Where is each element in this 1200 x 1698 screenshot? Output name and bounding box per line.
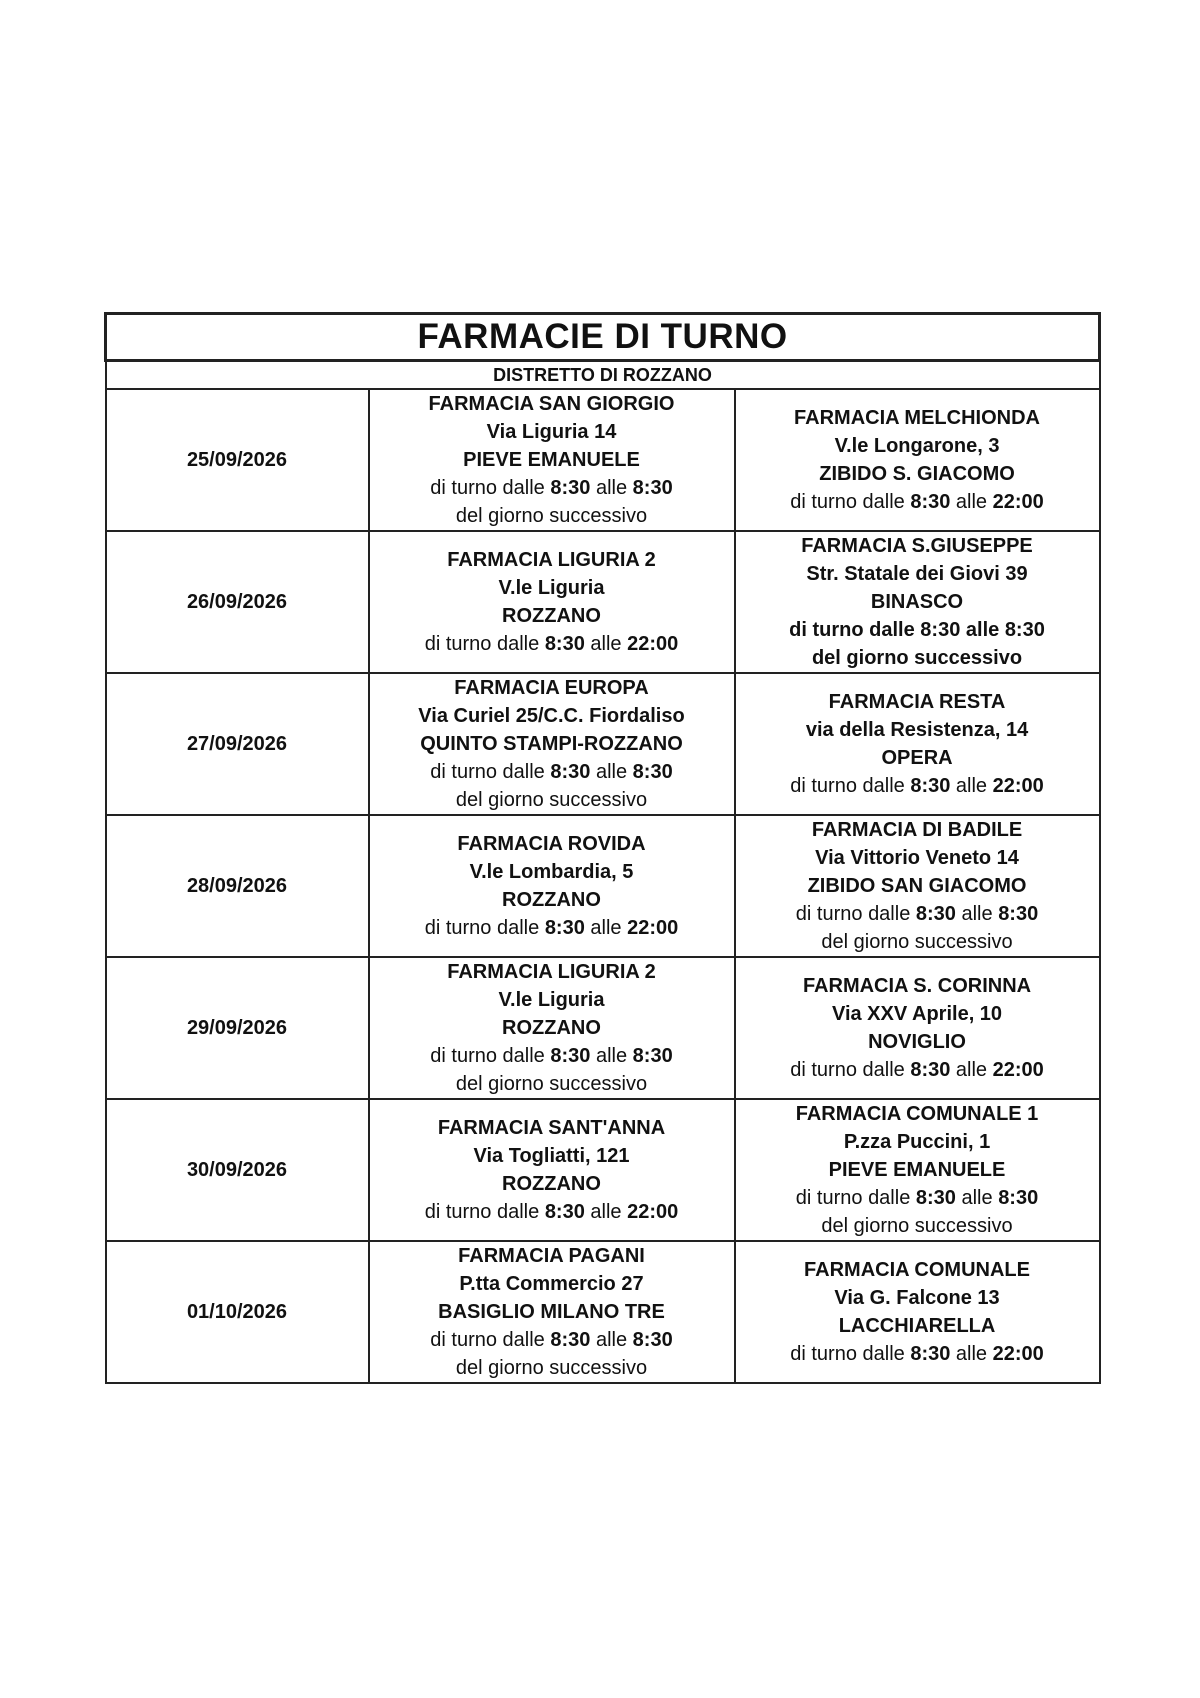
hours-mid: alle xyxy=(955,491,988,513)
hours-mid: alle xyxy=(590,633,622,655)
hours-prefix: di turno dalle xyxy=(795,1187,911,1209)
hours-to: 22:00 xyxy=(627,917,679,939)
pharmacy-town: ZIBIDO SAN GIACOMO xyxy=(807,875,1027,897)
hours-mid: alle xyxy=(595,1329,628,1351)
duty-hours xyxy=(736,772,1099,800)
pharmacy-address: via della Resistenza, 14 xyxy=(805,719,1029,741)
district-row xyxy=(106,361,1100,390)
hours-to: 22:00 xyxy=(992,491,1044,513)
pharmacy-name: FARMACIA DI BADILE xyxy=(811,819,1023,841)
hours-from: 8:30 xyxy=(544,1201,585,1223)
hours-to: 8:30 xyxy=(632,761,673,783)
pharmacy-address: Via XXV Aprile, 10 xyxy=(831,1003,1003,1025)
hours-from: 8:30 xyxy=(550,1329,591,1351)
duty-hours xyxy=(370,914,734,942)
pharmacy-town: ROZZANO xyxy=(502,1017,601,1039)
pharmacy-address: P.tta Commercio 27 xyxy=(459,1273,644,1295)
district-name: DISTRETTO DI ROZZANO xyxy=(106,361,1100,390)
pharmacy-address: Via Vittorio Veneto 14 xyxy=(815,847,1019,869)
pharmacy-name: FARMACIA EUROPA xyxy=(454,677,649,699)
duty-hours xyxy=(370,474,734,502)
hours-mid: alle xyxy=(595,761,628,783)
pharmacy-cell xyxy=(735,1241,1100,1383)
pharmacy-address: V.le Longarone, 3 xyxy=(834,435,1000,457)
pharmacy-name: FARMACIA MELCHIONDA xyxy=(794,407,1040,429)
duty-hours xyxy=(736,900,1099,928)
duty-hours xyxy=(370,1042,734,1070)
hours-prefix: di turno dalle xyxy=(789,619,915,641)
hours-from: 8:30 xyxy=(550,477,591,499)
hours-mid: alle xyxy=(961,1187,993,1209)
date-cell: 29/09/2026 xyxy=(106,957,369,1099)
pharmacy-cell xyxy=(369,389,735,531)
pharmacy-name: FARMACIA SAN GIORGIO xyxy=(428,393,675,415)
pharmacy-cell xyxy=(369,1241,735,1383)
pharmacy-town: QUINTO STAMPI-ROZZANO xyxy=(420,733,683,755)
document-title: FARMACIE DI TURNO xyxy=(106,314,1100,361)
hours-to: 8:30 xyxy=(632,477,673,499)
pharmacy-town: NOVIGLIO xyxy=(868,1031,966,1053)
pharmacy-cell xyxy=(735,1099,1100,1241)
pharmacy-cell xyxy=(369,531,735,673)
hours-from: 8:30 xyxy=(910,775,951,797)
pharmacy-address: V.le Lombardia, 5 xyxy=(469,861,634,883)
hours-prefix: di turno dalle xyxy=(790,491,905,513)
duty-hours xyxy=(736,1056,1099,1084)
pharmacy-address: P.zza Puccini, 1 xyxy=(843,1131,991,1153)
hours-to: 8:30 xyxy=(632,1045,673,1067)
hours-from: 8:30 xyxy=(910,491,951,513)
pharmacy-cell xyxy=(369,673,735,815)
pharmacy-town: LACCHIARELLA xyxy=(838,1315,996,1337)
hours-from: 8:30 xyxy=(550,761,591,783)
pharmacy-name: FARMACIA RESTA xyxy=(828,691,1006,713)
hours-suffix: del giorno successivo xyxy=(455,1073,648,1095)
hours-mid: alle xyxy=(590,917,622,939)
date-cell: 01/10/2026 xyxy=(106,1241,369,1383)
date-cell: 25/09/2026 xyxy=(106,389,369,531)
hours-mid: alle xyxy=(595,1045,628,1067)
pharmacy-cell xyxy=(735,389,1100,531)
pharmacy-address: Via Liguria 14 xyxy=(486,421,617,443)
pharmacy-address: V.le Liguria xyxy=(498,577,605,599)
pharmacy-name: FARMACIA COMUNALE xyxy=(804,1259,1030,1281)
hours-prefix: di turno dalle xyxy=(795,903,911,925)
hours-prefix: di turno dalle xyxy=(430,477,545,499)
pharmacy-cell xyxy=(735,531,1100,673)
hours-mid: alle xyxy=(955,1059,988,1081)
duty-hours xyxy=(736,488,1099,516)
hours-to: 8:30 xyxy=(1004,619,1045,641)
schedule-row xyxy=(106,1099,1100,1241)
hours-prefix: di turno dalle xyxy=(790,1343,905,1365)
hours-to: 8:30 xyxy=(998,903,1039,925)
hours-from: 8:30 xyxy=(544,633,585,655)
date-cell: 28/09/2026 xyxy=(106,815,369,957)
pharmacy-cell xyxy=(369,815,735,957)
pharmacy-name: FARMACIA SANT'ANNA xyxy=(437,1117,666,1139)
hours-suffix: del giorno successivo xyxy=(455,505,648,527)
schedule-row xyxy=(106,531,1100,673)
pharmacy-name: FARMACIA ROVIDA xyxy=(457,833,646,855)
pharmacy-address: Via Curiel 25/C.C. Fiordaliso xyxy=(418,705,685,727)
hours-prefix: di turno dalle xyxy=(790,1059,905,1081)
title-row xyxy=(106,314,1100,361)
pharmacy-address: Via G. Falcone 13 xyxy=(834,1287,1000,1309)
pharmacy-name: FARMACIA LIGURIA 2 xyxy=(447,549,656,571)
date-cell: 27/09/2026 xyxy=(106,673,369,815)
hours-prefix: di turno dalle xyxy=(430,1329,545,1351)
pharmacy-name: FARMACIA LIGURIA 2 xyxy=(447,961,656,983)
hours-suffix: del giorno successivo xyxy=(821,931,1013,953)
hours-to: 22:00 xyxy=(627,633,679,655)
pharmacy-address: Via Togliatti, 121 xyxy=(473,1145,630,1167)
date-cell: 30/09/2026 xyxy=(106,1099,369,1241)
pharmacy-name: FARMACIA S.GIUSEPPE xyxy=(801,535,1033,557)
hours-mid: alle xyxy=(595,477,628,499)
pharmacy-cell xyxy=(369,1099,735,1241)
pharmacy-name: FARMACIA COMUNALE 1 xyxy=(795,1103,1039,1125)
hours-to: 22:00 xyxy=(992,1343,1044,1365)
hours-suffix: del giorno successivo xyxy=(455,1357,648,1379)
hours-prefix: di turno dalle xyxy=(430,1045,545,1067)
hours-from: 8:30 xyxy=(915,903,956,925)
hours-mid: alle xyxy=(590,1201,622,1223)
duty-hours xyxy=(370,630,734,658)
hours-prefix: di turno dalle xyxy=(430,761,545,783)
pharmacy-name: FARMACIA PAGANI xyxy=(458,1245,645,1267)
hours-prefix: di turno dalle xyxy=(424,917,540,939)
duty-hours xyxy=(736,1184,1099,1212)
hours-mid: alle xyxy=(955,775,988,797)
duty-hours xyxy=(736,616,1099,644)
hours-from: 8:30 xyxy=(550,1045,591,1067)
hours-to: 22:00 xyxy=(992,1059,1044,1081)
hours-from: 8:30 xyxy=(544,917,585,939)
duty-hours xyxy=(370,1326,734,1354)
hours-mid: alle xyxy=(955,1343,988,1365)
schedule-row xyxy=(106,389,1100,531)
hours-prefix: di turno dalle xyxy=(790,775,905,797)
hours-from: 8:30 xyxy=(910,1059,951,1081)
hours-to: 8:30 xyxy=(632,1329,673,1351)
pharmacy-town: ROZZANO xyxy=(502,1173,601,1195)
pharmacy-address: V.le Liguria xyxy=(498,989,605,1011)
hours-prefix: di turno dalle xyxy=(424,633,540,655)
pharmacy-cell xyxy=(735,673,1100,815)
pharmacy-town: ZIBIDO S. GIACOMO xyxy=(819,463,1015,485)
pharmacy-name: FARMACIA S. CORINNA xyxy=(802,975,1032,997)
pharmacy-cell xyxy=(369,957,735,1099)
pharmacy-address: Str. Statale dei Giovi 39 xyxy=(806,563,1028,585)
hours-suffix: del giorno successivo xyxy=(455,789,648,811)
pharmacy-town: BASIGLIO MILANO TRE xyxy=(438,1301,665,1323)
pharmacy-cell xyxy=(735,815,1100,957)
hours-to: 22:00 xyxy=(627,1201,679,1223)
hours-mid: alle xyxy=(961,903,993,925)
pharmacy-town: ROZZANO xyxy=(502,889,601,911)
pharmacy-town: ROZZANO xyxy=(502,605,601,627)
duty-hours xyxy=(370,758,734,786)
schedule-body xyxy=(106,314,1100,1384)
schedule-row xyxy=(106,1241,1100,1383)
schedule-row xyxy=(106,815,1100,957)
hours-from: 8:30 xyxy=(910,1343,951,1365)
duty-hours xyxy=(736,1340,1099,1368)
hours-from: 8:30 xyxy=(915,1187,956,1209)
hours-prefix: di turno dalle xyxy=(424,1201,540,1223)
hours-suffix: del giorno successivo xyxy=(821,1215,1013,1237)
pharmacy-town: PIEVE EMANUELE xyxy=(828,1159,1006,1181)
schedule-row xyxy=(106,957,1100,1099)
hours-to: 22:00 xyxy=(992,775,1044,797)
hours-from: 8:30 xyxy=(920,619,961,641)
hours-mid: alle xyxy=(965,619,1000,641)
pharmacy-town: OPERA xyxy=(881,747,953,769)
pharmacy-cell xyxy=(735,957,1100,1099)
pharmacy-town: PIEVE EMANUELE xyxy=(463,449,640,471)
duty-hours xyxy=(370,1198,734,1226)
hours-to: 8:30 xyxy=(998,1187,1039,1209)
date-cell: 26/09/2026 xyxy=(106,531,369,673)
duty-pharmacy-table xyxy=(104,312,1101,1384)
schedule-row xyxy=(106,673,1100,815)
pharmacy-town: BINASCO xyxy=(870,591,964,613)
hours-suffix: del giorno successivo xyxy=(811,647,1023,669)
